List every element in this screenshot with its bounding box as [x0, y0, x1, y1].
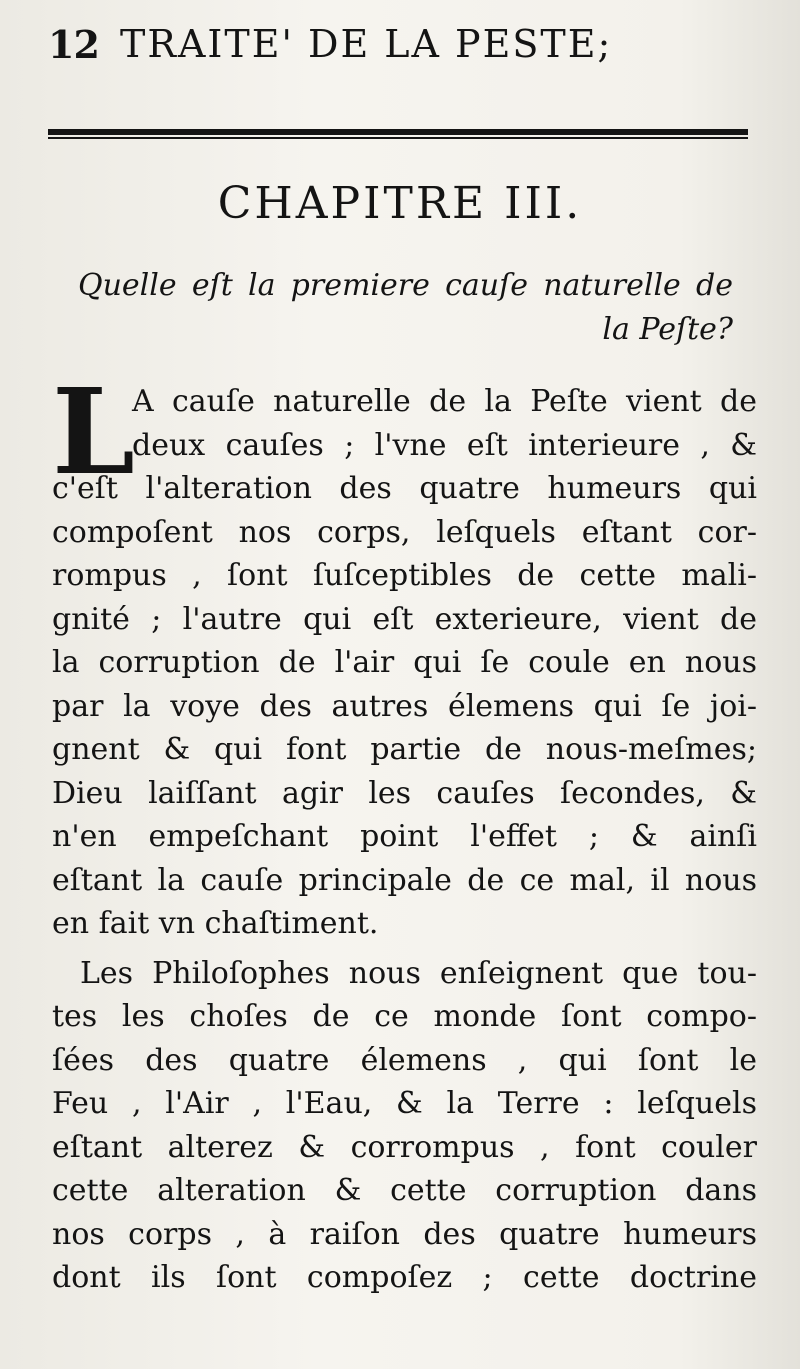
- text-line: dont ils ſont compoſez ; cette doctrine: [52, 1260, 757, 1295]
- chapter-heading: CHAPITRE III.: [217, 178, 583, 229]
- text-line: deux cauſes ; l'vne eſt interieure , &: [132, 427, 757, 463]
- text-line: Feu , l'Air , l'Eau, & la Terre : leſquels: [52, 1086, 757, 1121]
- text-line: Dieu laiſſant agir les cauſes ſecondes, &: [52, 775, 757, 811]
- text-line: par la voye des autres élemens qui ſe joi-: [52, 688, 757, 724]
- text-line: gnent & qui font partie de nous-meſmes;: [52, 732, 757, 767]
- text-line: cette alteration & cette corruption dans: [52, 1173, 757, 1208]
- running-title: TRAITE' DE LA PESTE;: [120, 22, 613, 66]
- text-line: en fait vn chaſtiment.: [52, 906, 379, 941]
- drop-cap: L: [52, 362, 135, 501]
- paragraph-1: [52, 362, 757, 946]
- text-line: c'eſt l'alteration des quatre humeurs qui: [52, 471, 757, 506]
- text-line: la corruption de l'air qui ſe coule en nous: [52, 645, 757, 680]
- text-line: ſées des quatre élemens , qui ſont le: [52, 1042, 757, 1078]
- header-rule-thick: [48, 129, 748, 135]
- text-line: A cauſe naturelle de la Peſte vient de: [132, 384, 757, 419]
- paragraph-2: [52, 952, 757, 1300]
- header-rule: [48, 126, 748, 140]
- chapter-subtitle: Quelle eſt la premiere cauſe naturelle de la Peſte?: [78, 268, 733, 347]
- header-rule-thin: [48, 137, 748, 139]
- text-line: tes les choſes de ce monde ſont compo-: [52, 999, 757, 1034]
- text-line: gnité ; l'autre qui eſt exterieure, vient de: [52, 601, 757, 637]
- page-number: 12: [48, 22, 99, 67]
- text-line: nos corps , à raiſon des quatre humeurs: [52, 1216, 757, 1252]
- text-line: compoſent nos corps, leſquels eſtant cor-: [52, 514, 757, 550]
- body-text: [52, 362, 757, 1300]
- text-line: eſtant alterez & corrompus , font couler: [52, 1129, 757, 1165]
- text-line: Les Philoſophes nous enſeignent que tou-: [80, 955, 757, 991]
- text-line: eſtant la cauſe principale de ce mal, il nous: [52, 862, 757, 898]
- text-line: n'en empeſchant point l'effet ; & ainſi: [52, 819, 757, 854]
- text-line: rompus , ſont ſuſceptibles de cette mali-: [52, 558, 757, 593]
- page-header: [48, 18, 768, 78]
